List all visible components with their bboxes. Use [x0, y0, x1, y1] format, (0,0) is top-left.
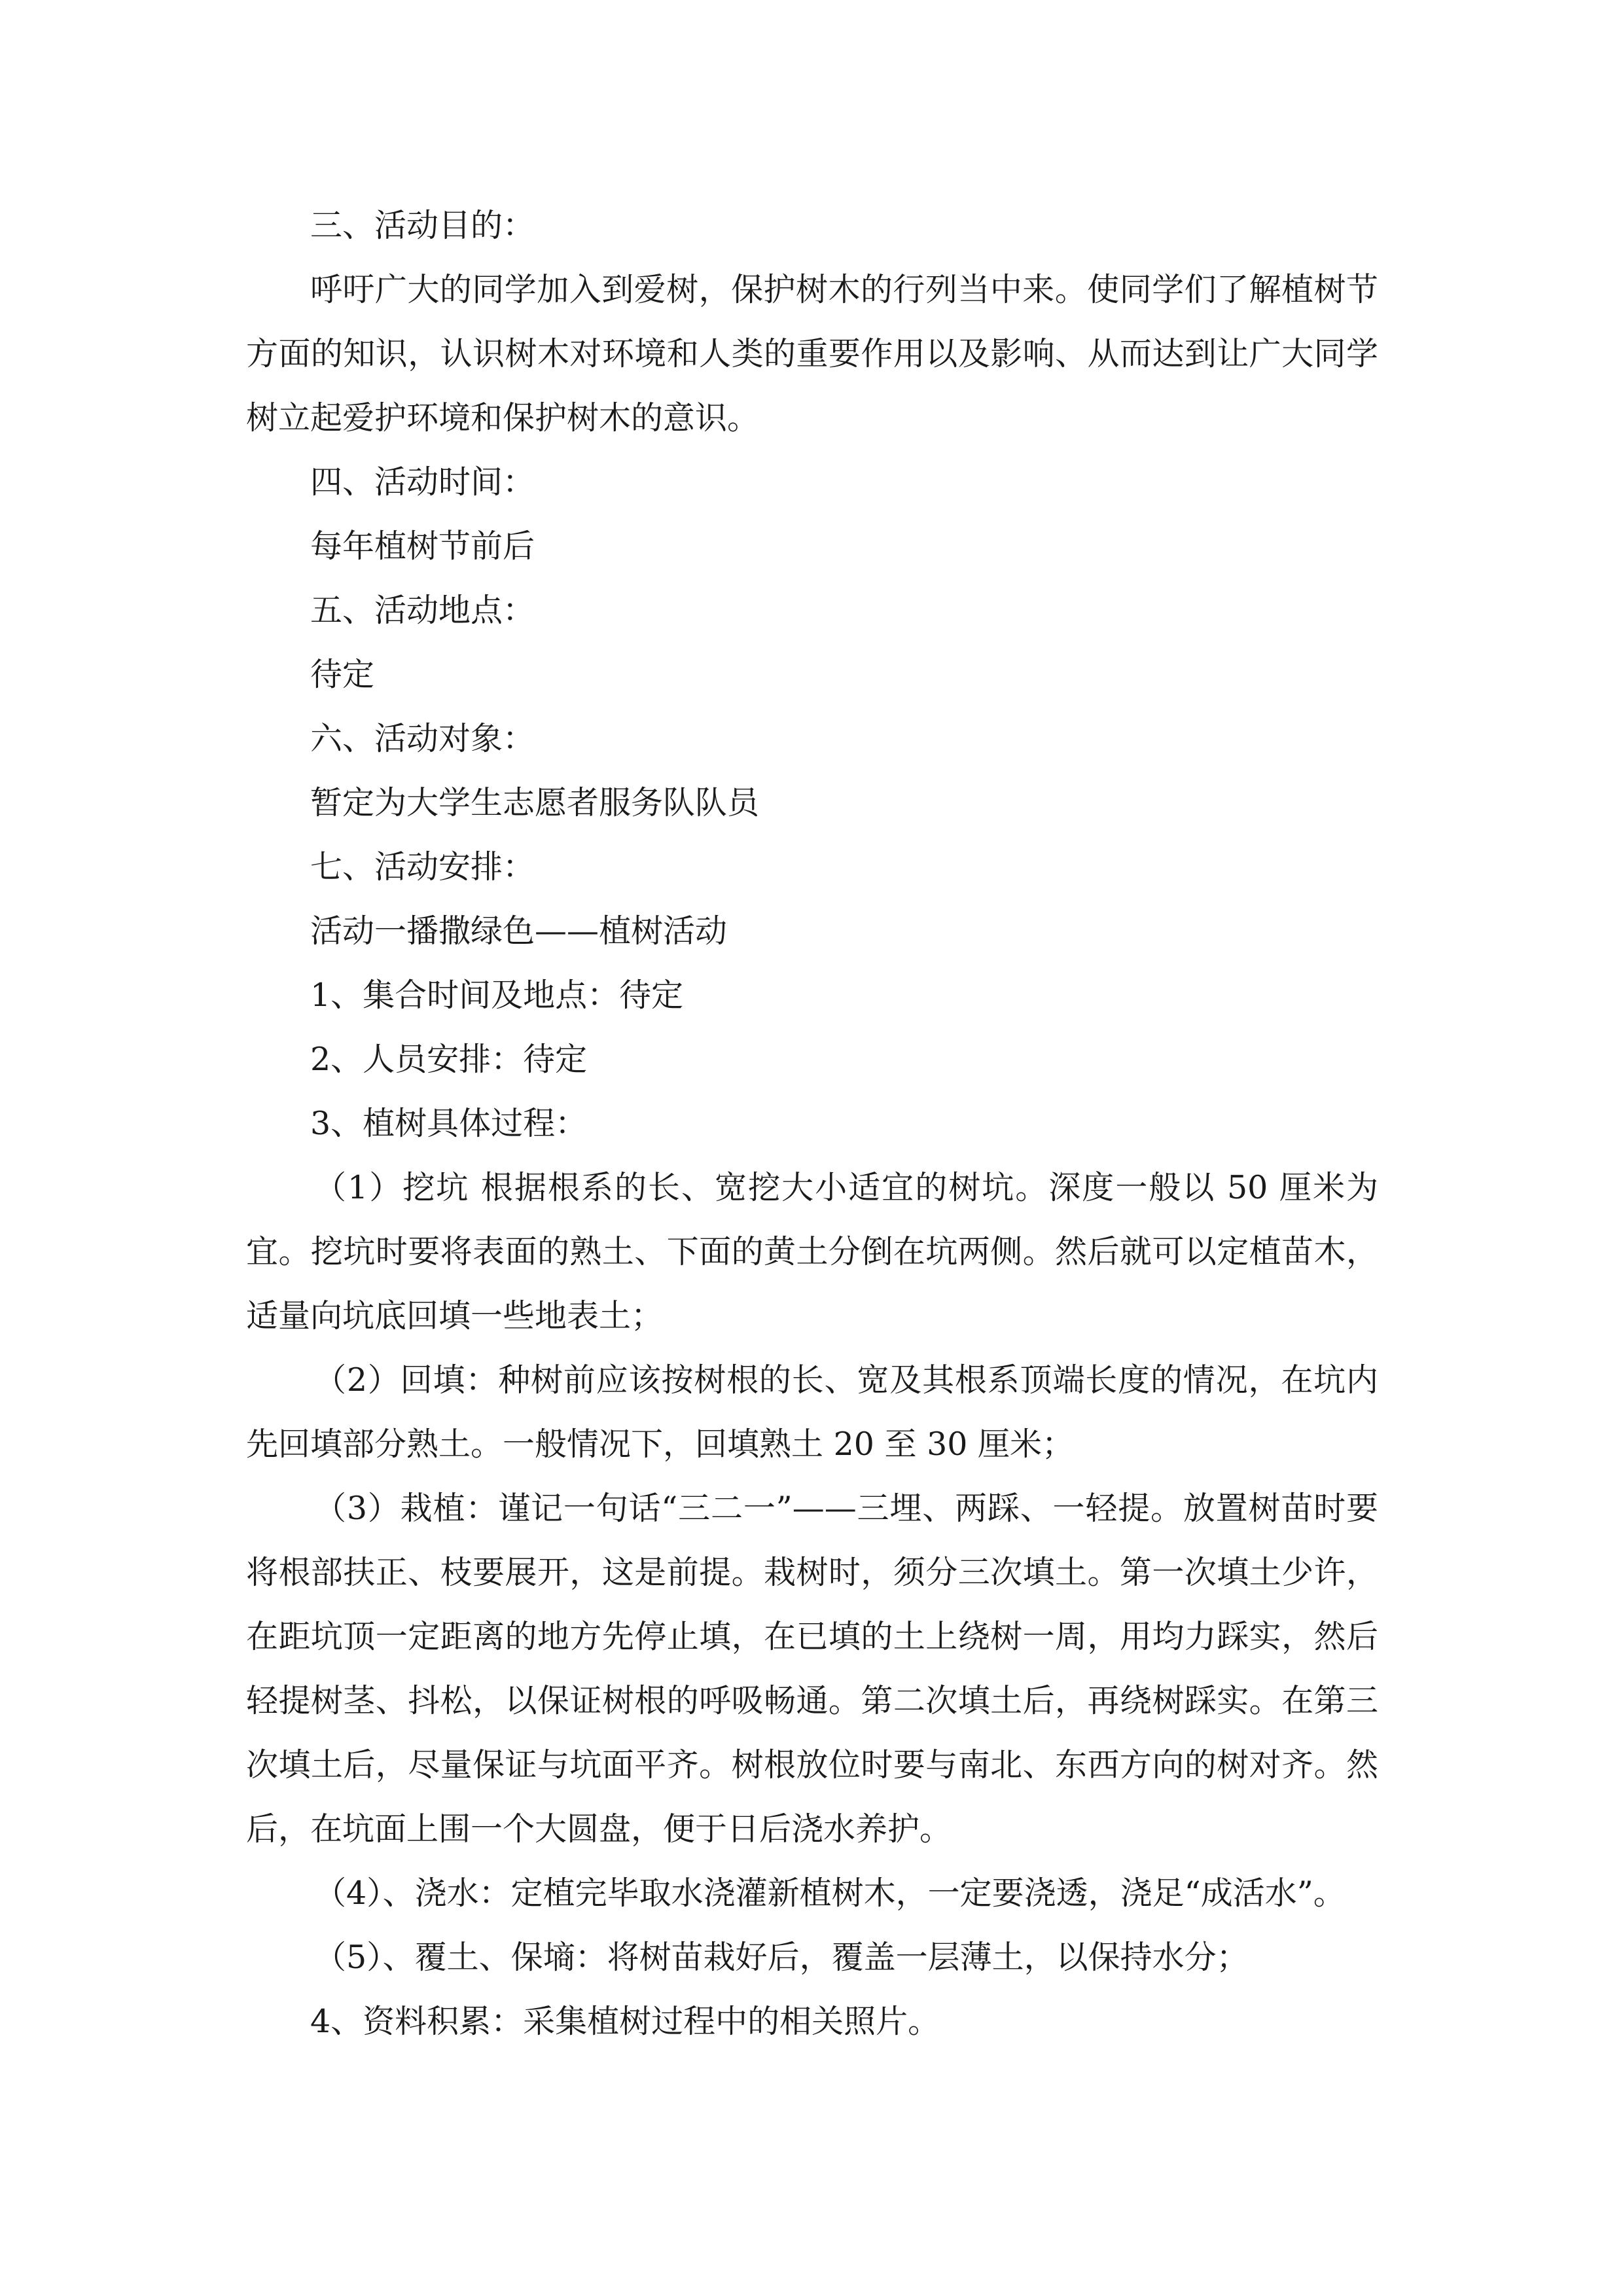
paragraph-time: 每年植树节前后: [310, 528, 535, 565]
heading-location: 五、活动地点：: [310, 592, 535, 629]
step-covering: （5）、覆土、保墒：将树苗栽好后，覆盖一层薄土，以保持水分；: [314, 1939, 1249, 1976]
list-item-records: 4、资料积累：采集植树过程中的相关照片。: [310, 2003, 940, 2040]
heading-time: 四、活动时间：: [310, 463, 535, 501]
step-backfill: （2）回填：种树前应该按树根的长、宽及其根系顶端长度的情况，在坑内先回填部分熟土。一般情况下，回填熟土 20 至 30 厘米；: [246, 1361, 1378, 1463]
list-item-staffing: 2、人员安排：待定: [310, 1041, 588, 1078]
step-digging: （1）挖坑 根据根系的长、宽挖大小适宜的树坑。深度一般以 50 厘米为宜。挖坑时要将表面的熟土、下面的黄土分倒在坑两侧。然后就可以定植苗木，适量向坑底回填一些地表土；: [246, 1169, 1378, 1335]
heading-arrangement: 七、活动安排：: [310, 848, 535, 886]
paragraph-purpose: 呼吁广大的同学加入到爱树，保护树木的行列当中来。使同学们了解植树节方面的知识，认识树木对环境和人类的重要作用以及影响、从而达到让广大同学树立起爱护环境和保护树木的意识。: [246, 271, 1378, 437]
step-watering: （4）、浇水：定植完毕取水浇灌新植树木，一定要浇透，浇足“成活水”。: [314, 1874, 1346, 1912]
paragraph-location: 待定: [310, 656, 375, 693]
list-item-process: 3、植树具体过程：: [310, 1105, 588, 1142]
list-item-gathering: 1、集合时间及地点：待定: [310, 977, 684, 1014]
heading-audience: 六、活动对象：: [310, 720, 535, 757]
document-body: [246, 194, 1378, 2054]
paragraph-activity-one: 活动一播撒绿色——植树活动: [310, 912, 728, 950]
paragraph-audience: 暂定为大学生志愿者服务队队员: [310, 784, 760, 821]
step-planting: （3）栽植：谨记一句话“三二一”——三埋、两踩、一轻提。放置树苗时要将根部扶正、枝要展开，这是前提。栽树时，须分三次填土。第一次填土少许，在距坑顶一定距离的地方先停止填，在已填的土上绕树一周，用均力踩实，然后轻提树茎、抖松，以保证树根的呼吸畅通。第二次填土后，再绕树踩实。在第三次填土后，尽量保证与坑面平齐。树根放位时要与南北、东西方向的树对齐。然后，在坑面上围一个大圆盘，便于日后浇水养护。: [246, 1490, 1378, 1848]
heading-purpose: 三、活动目的：: [310, 207, 535, 244]
